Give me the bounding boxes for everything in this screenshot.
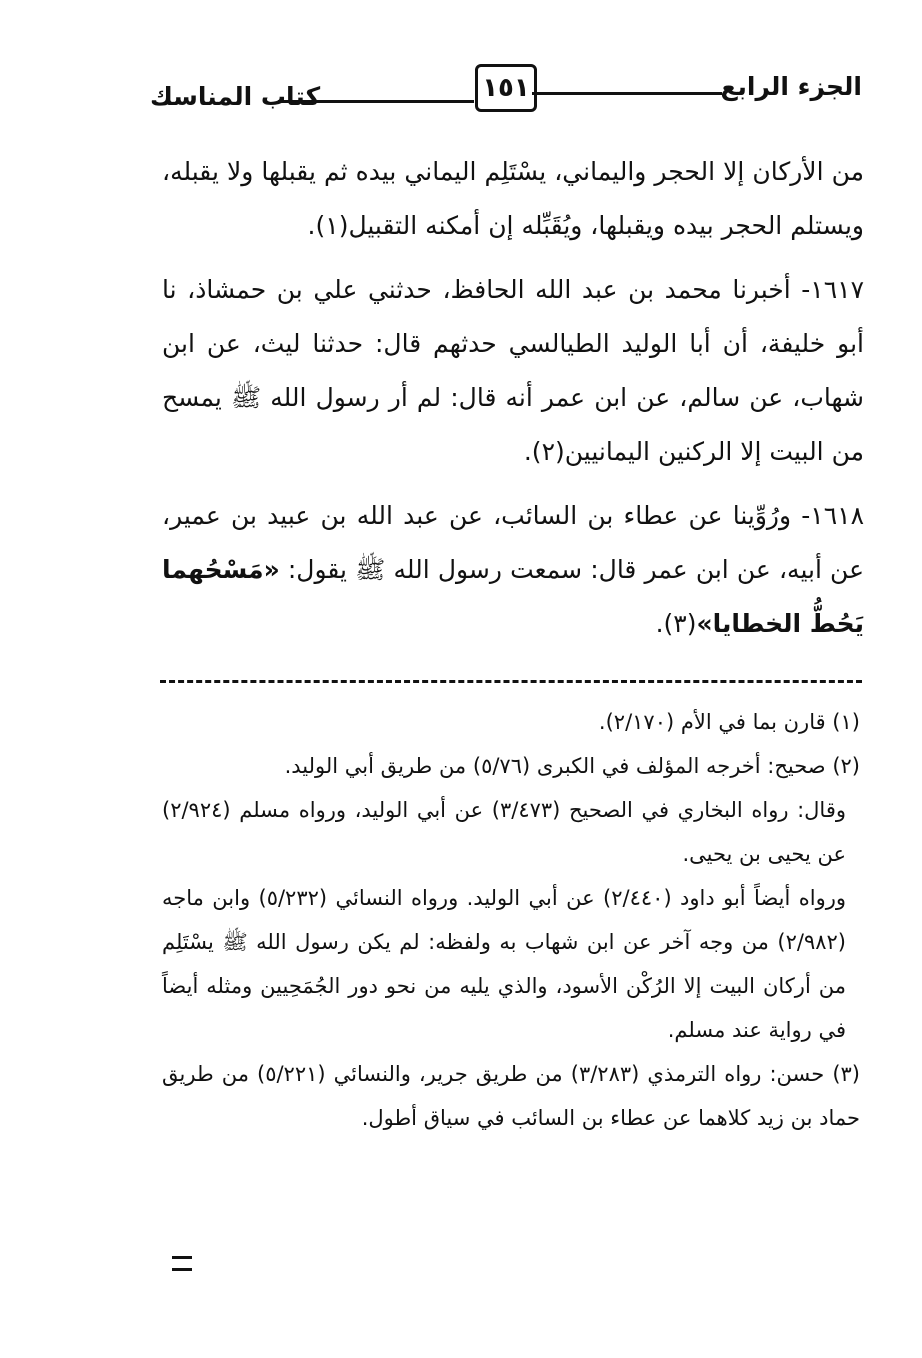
footnote-2-cont-2: ورواه أيضاً أبو داود (٢/٤٤٠) عن أبي الوليد. ورواه النسائي (٥/٢٣٢) وابن ماجه (٢/٩٨٢) من وجه آخر عن ابن شهاب به ولفظه: لم يكن رسول الله ﷺ يسْتَلِم من أركان البيت إلا الرُكْن الأسود، والذي يليه من نحو دور الجُمَحِيين ومثله أيضاً في رواية عند مسلم. xyxy=(162,886,846,1042)
hadith-1618-text: ١٦١٨- ورُوِّينا عن عطاء بن السائب، عن عبد الله بن عبيد بن عمير، عن أبيه، عن ابن عمر قال: سمعت رسول الله ﷺ يقول: xyxy=(162,501,864,584)
main-text xyxy=(162,145,864,661)
footnote-ref: (٣). xyxy=(655,609,697,638)
part-title: الجزء الرابع xyxy=(720,72,862,101)
hadith-quote: «مَسْحُهما يَحُطُّ الخطايا» xyxy=(162,555,864,638)
footnote-separator xyxy=(160,680,862,683)
end-of-page-mark xyxy=(172,1256,192,1271)
page-number-box: ١٥١ xyxy=(475,64,537,112)
footnote-1: (١) قارن بما في الأم (٢/١٧٠). xyxy=(598,710,860,734)
paragraph-continuation: من الأركان إلا الحجر واليماني، يسْتَلِم اليماني بيده ثم يقبلها ولا يقبله، ويستلم الحجر بيده ويقبلها، ويُقَبِّله إن أمكنه التقبيل(١). xyxy=(162,157,864,240)
header-rule-right xyxy=(532,92,722,95)
footnotes xyxy=(162,700,860,1140)
running-header xyxy=(150,58,862,118)
hadith-1618 xyxy=(162,489,864,651)
hadith-1617: ١٦١٧- أخبرنا محمد بن عبد الله الحافظ، حدثني علي بن حمشاذ، نا أبو خليفة، أن أبا الوليد الطيالسي حدثهم قال: حدثنا ليث، عن ابن شهاب، عن سالم، عن ابن عمر أنه قال: لم أر رسول الله ﷺ يمسح من البيت إلا الركنين اليمانيين(٢). xyxy=(162,275,864,466)
footnote-3: (٣) حسن: رواه الترمذي (٣/٢٨٣) من طريق جرير، والنسائي (٥/٢٢١) من طريق حماد بن زيد كلاهما عن عطاء بن السائب في سياق أطول. xyxy=(162,1062,860,1130)
footnote-2: (٢) صحيح: أخرجه المؤلف في الكبرى (٥/٧٦) من طريق أبي الوليد. xyxy=(284,754,860,778)
book-title: كتاب المناسك xyxy=(150,82,321,111)
footnote-2-cont-1: وقال: رواه البخاري في الصحيح (٣/٤٧٣) عن أبي الوليد، ورواه مسلم (٢/٩٢٤) عن يحيى بن يحيى. xyxy=(162,798,846,866)
